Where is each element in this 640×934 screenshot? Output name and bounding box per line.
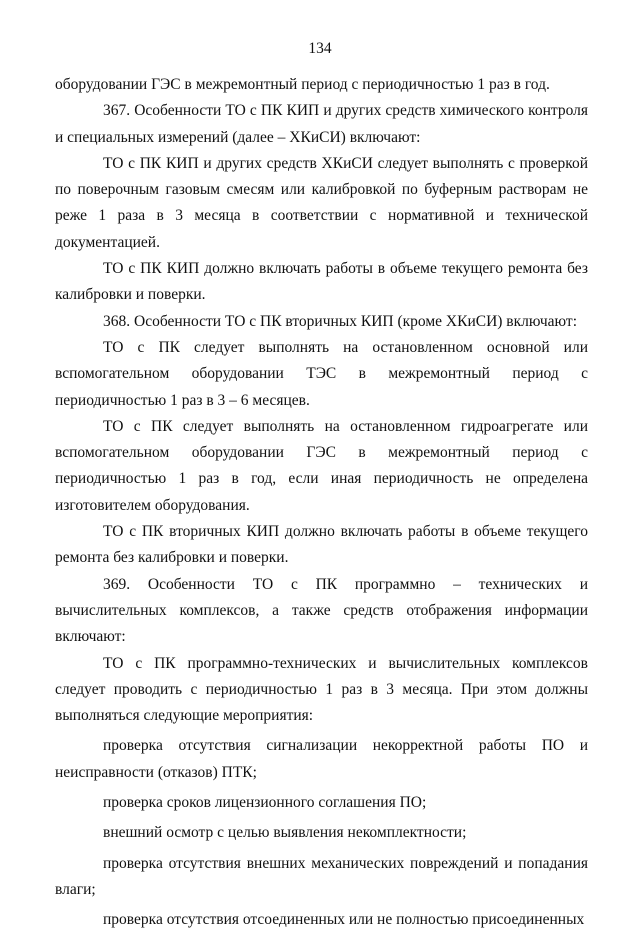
paragraph-367-item-1: ТО с ПК КИП и других средств ХКиСИ следует выполнять с проверкой по поверочным газовым смесям или калибровкой по буферным растворам не реже 1 раза в 3 месяца в соответствии с нормативной и технической документацией.: [55, 154, 588, 251]
paragraph-368-item-1: ТО с ПК следует выполнять на остановленном основной или вспомогательном оборудовании ТЭС в межремонтный период с периодичностью 1 раз в 3 – 6 месяцев.: [55, 338, 588, 409]
paragraph-369-item-1: ТО с ПК программно-технических и вычислительных комплексов следует проводить с периодичностью 1 раз в 3 месяца. При этом должны выполняться следующие мероприятия:: [55, 654, 588, 725]
list-item: внешний осмотр с целью выявления некомплектности;: [103, 824, 467, 842]
paragraph-368-item-3: ТО с ПК вторичных КИП должно включать работы в объеме текущего ремонта без калибровки и поверки.: [55, 523, 588, 567]
list-item: проверка отсутствия отсоединенных или не полностью присоединенных: [103, 911, 585, 929]
list-item: проверка отсутствия сигнализации некорректной работы ПО и неисправности (отказов) ПТК;: [55, 737, 588, 781]
paragraph-369-heading: 369. Особенности ТО с ПК программно – технических и вычислительных комплексов, а также средств отображения информации включают:: [55, 575, 588, 646]
paragraph-368-item-2: ТО с ПК следует выполнять на остановленном гидроагрегате или вспомогательном оборудовании ГЭС в межремонтный период с периодичностью 1 раз в год, если иная периодичность не определена изготовителем оборудования.: [55, 417, 588, 514]
paragraph-368-heading: 368. Особенности ТО с ПК вторичных КИП (кроме ХКиСИ) включают:: [103, 312, 578, 330]
list-item: проверка отсутствия внешних механических повреждений и попадания влаги;: [55, 854, 588, 898]
paragraph-continuation: оборудовании ГЭС в межремонтный период с периодичностью 1 раз в год.: [55, 76, 550, 93]
page-number: 134: [308, 40, 332, 57]
list-item: проверка сроков лицензионного соглашения ПО;: [103, 794, 427, 812]
document-body: [55, 72, 588, 934]
paragraph-367-item-2: ТО с ПК КИП должно включать работы в объеме текущего ремонта без калибровки и поверки.: [55, 260, 588, 304]
paragraph-367-heading: 367. Особенности ТО с ПК КИП и других средств химического контроля и специальных измерений (далее – ХКиСИ) включают:: [55, 102, 588, 146]
